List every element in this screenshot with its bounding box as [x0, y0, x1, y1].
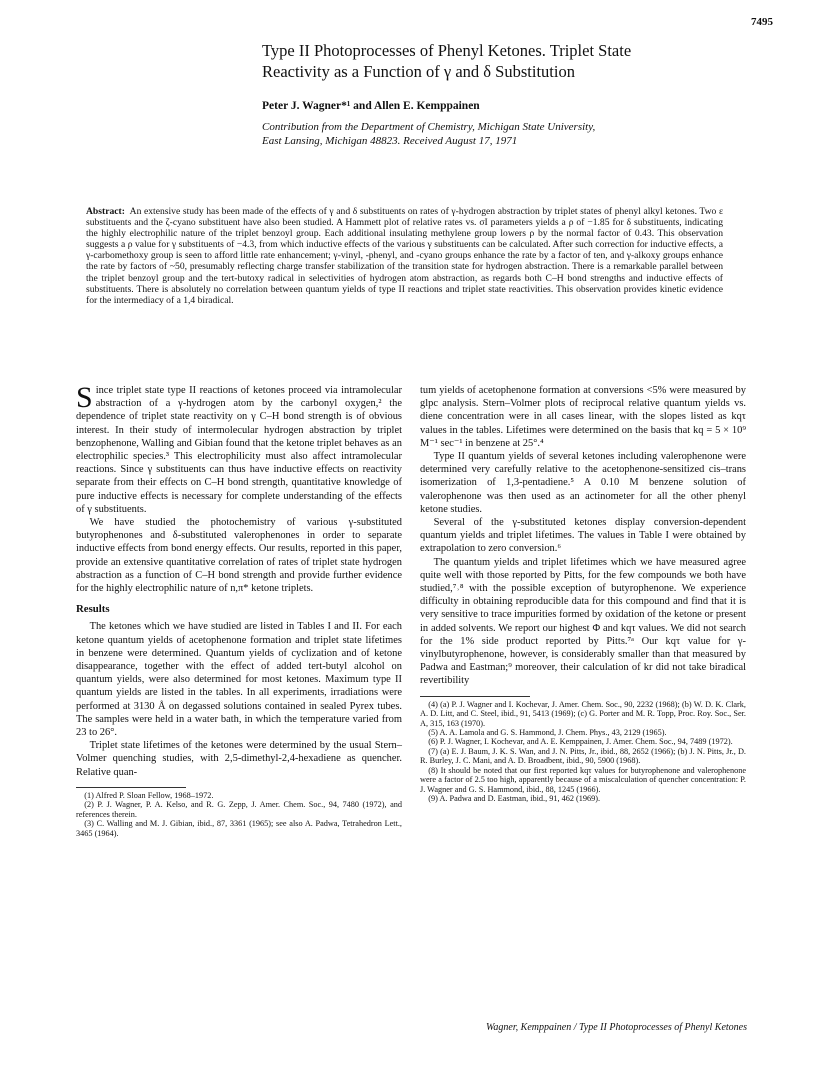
- paragraph: tum yields of acetophenone formation at conversions <5% were measured by glpc analysis. Stern–Volmer plots of reciprocal relative quantum yields vs. diene concentration were in all cases linear, with the slopes listed as kqτ values in the tables. Lifetimes were determined on the basis that kq = 5 × 10⁹ M⁻¹ sec⁻¹ in benzene at 25°.⁴: [420, 385, 746, 449]
- body-columns: [76, 381, 746, 838]
- footnote: (1) Alfred P. Sloan Fellow, 1968–1972.: [84, 790, 214, 800]
- paragraph: Several of the γ-substituted ketones display conversion-dependent quantum yields and triplet lifetimes. The values in Table I were obtained by extrapolation to zero conversion.⁶: [420, 517, 746, 555]
- article-header: [262, 40, 792, 148]
- intro-paragraph-text: ince triplet state type II reactions of ketones proceed via intramolecular abstraction of a γ-hydrogen atom by the carbonyl oxygen,² the dependence of triplet state reactivity on γ C–H bond strength is of obvious interest. In their study of intermolecular hydrogen abstraction by triplet benzophenone, Walling and Gibian found that the ketone triplet behaves as an electrophilic species.³ This electrophilicity must also affect intramolecular reactions. Since γ substituents can thus have inductive effects on reactivity separate from their effects on C–H bond strength, quantitative knowledge of pure inductive effects is necessary for complete understanding of the effects of γ substituents.: [76, 385, 402, 515]
- title-line-1: Type II Photoprocesses of Phenyl Ketones. Triplet State: [262, 41, 632, 60]
- footnote: (9) A. Padwa and D. Eastman, ibid., 91, 462 (1969).: [428, 794, 601, 804]
- footnote: (2) P. J. Wagner, P. A. Kelso, and R. G. Zepp, J. Amer. Chem. Soc., 94, 7480 (1972), and references therein.: [76, 800, 402, 819]
- footnotes-right: [420, 700, 746, 804]
- footnote: (7) (a) E. J. Baum, J. K. S. Wan, and J. N. Pitts, Jr., ibid., 88, 2652 (1966); (b) J. N. Pitts, Jr., D. R. Burley, J. C. Mani, and A. D. Broadbent, ibid., 90, 5900 (1968).: [420, 746, 746, 766]
- footnote: (3) C. Walling and M. J. Gibian, ibid., 87, 3361 (1965); see also A. Padwa, Tetrahedron Lett., 3465 (1964).: [76, 819, 402, 838]
- title-line-2: Reactivity as a Function of γ and δ Substitution: [262, 62, 575, 81]
- footnote: (8) It should be noted that our first reported kqτ values for butyrophenone and valerophenone were a factor of 2.5 too high, apparently because of a miscalculation of quencher concentration: P. J. Wagner and G. S. Hammond, ibid., 88, 1245 (1966).: [420, 765, 746, 794]
- paragraph: The ketones which we have studied are listed in Tables I and II. For each ketone quantum yields of acetophenone formation and triplet state lifetimes in benzene were determined. Quantum yields of cyclization and of ketone disappearance, together with the effect of added tert-butyl alcohol on quantum yields, were also determined for most ketones. Maximum type II quantum yields are listed in the tables. In all experiments, irradiations were performed at 3130 Å on degassed solutions contained in sealed Pyrex tubes. The samples were held in a water bath, in which the temperature varied from 23 to 26°.: [76, 621, 402, 739]
- page-number: 7495: [751, 16, 773, 28]
- abstract: [86, 206, 723, 306]
- abstract-label: Abstract:: [86, 206, 125, 217]
- right-column: [420, 384, 746, 838]
- left-column: [76, 381, 402, 838]
- paragraph: We have studied the photochemistry of various γ-substituted butyrophenones and δ-substituted valerophenones in order to separate inductive effects from bond energy effects. Our results, reported in this paper, provide an extensive quantitative correlation of rates of triplet state hydrogen abstraction as a function of C–H bond strength and provide further evidence for the highly electrophilic nature of n,π* ketone triplets.: [76, 517, 402, 595]
- affiliation-line-2: East Lansing, Michigan 48823. Received August 17, 1971: [262, 135, 518, 147]
- intro-paragraph: [76, 381, 402, 516]
- paragraph: The quantum yields and triplet lifetimes which we have measured agree quite well with those reported by Pitts, for the few compounds we both have studied,⁷˒⁸ with the possible exception of butyrophenone. We experience difficulty in obtaining reproducible data for this compound and find that it is very sensitive to trace impurities formed by oxidation of the ketone or present in added solvents. We report our highest Φ and kqτ values. We did not search for the 1% side product reported by Pitts.⁷ᵃ Our kqτ value for γ-vinylbutyrophenone, however, is considerably smaller than that measured by Padwa and Eastman;⁹ moreover, their calculation of kr did not take biradical revertibility: [420, 556, 746, 687]
- affiliation: [262, 120, 792, 148]
- footnote-divider: [76, 787, 186, 788]
- footnote-divider: [420, 696, 530, 697]
- running-footer: Wagner, Kemppainen / Type II Photoprocesses of Phenyl Ketones: [486, 1022, 747, 1033]
- paragraph: Type II quantum yields of several ketones including valerophenone were determined very carefully relative to the acetophenone-sensitized cis–trans isomerization of 1,3-pentadiene.⁵ A 0.10 M benzene solution of valerophenone was then used as an actinometer for all the other phenyl ketone studies.: [420, 451, 746, 515]
- footnote: (4) (a) P. J. Wagner and I. Kochevar, J. Amer. Chem. Soc., 90, 2232 (1968); (b) W. D. K. Clark, A. D. Litt, and C. Steel, ibid., 91, 5413 (1969); (c) G. Porter and M. R. Topp, Proc. Roy. Soc., Ser. A, 315, 163 (1970).: [420, 699, 746, 728]
- footnote: (5) A. A. Lamola and G. S. Hammond, J. Chem. Phys., 43, 2129 (1965).: [428, 728, 667, 738]
- section-heading-results: Results: [76, 603, 110, 616]
- footnote: (6) P. J. Wagner, I. Kochevar, and A. E. Kemppainen, J. Amer. Chem. Soc., 94, 7489 (1972).: [428, 737, 733, 747]
- affiliation-line-1: Contribution from the Department of Chemistry, Michigan State University,: [262, 121, 596, 133]
- authors: Peter J. Wagner*¹ and Allen E. Kemppainen: [262, 100, 480, 112]
- paragraph: Triplet state lifetimes of the ketones were determined by the usual Stern–Volmer quenching studies, with 2,5-dimethyl-2,4-hexadiene as quencher. Relative quan-: [76, 740, 402, 778]
- abstract-text: An extensive study has been made of the effects of γ and δ substituents on rates of γ-hydrogen abstraction by triplet states of phenyl alkyl ketones. Two ε substituents and the ζ-cyano substituent have also been studied. A Hammett plot of relative rates vs. σI parameters yields a ρ of −1.85 for δ substituents, indicating the highly electrophilic nature of the triplet benzoyl group. Each additional insulating methylene group lowers ρ by the normal factor of 0.43. This observation suggests a ρ value for γ substituents of −4.3, from which inductive effects of the various γ substituents can be calculated. After such correction for inductive effects, a γ-carbomethoxy group is seen to afford little rate enhancement; γ-vinyl, -phenyl, and -cyano groups enhance the rate by a factor of ten, and γ-alkoxy groups enhance the rate by factors of ~50, presumably reflecting charge transfer stabilization of the transition state for hydrogen abstraction. There is a remarkable parallel between the triplet benzoyl group and the tert-butoxy radical in selectivities of hydrogen atom abstraction, as regards both C–H bond strengths and inductive effects of substituents. There is absolutely no correlation between quantum yields of type II reactions and triplet state reactivities. This observation provides kinetic evidence for the intermediacy of a 1,4 biradical.: [86, 206, 723, 306]
- article-title: [262, 40, 792, 82]
- drop-cap: S: [76, 381, 93, 414]
- footnotes-left: [76, 791, 402, 838]
